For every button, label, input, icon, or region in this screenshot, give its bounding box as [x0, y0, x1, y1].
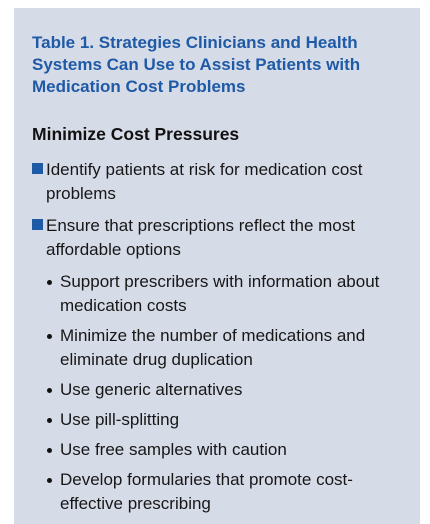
square-bullet-icon	[32, 163, 43, 174]
substrategy-item-text: Use pill-splitting	[60, 410, 180, 429]
dot-bullet-icon	[47, 478, 52, 483]
strategy-item-text: Identify patients at risk for medication cost problems	[46, 160, 363, 203]
strategy-item-text: Ensure that prescriptions reflect the most affordable options	[46, 216, 355, 259]
table-title: Table 1. Strategies Clinicians and Health Systems Can Use to Assist Patients with Medication Cost Problems	[32, 33, 361, 96]
dot-bullet-icon	[47, 334, 52, 339]
square-bullet-icon	[32, 219, 43, 230]
substrategy-item-pill-splitting	[14, 408, 400, 432]
strategy-list	[14, 158, 420, 522]
dot-bullet-icon	[47, 448, 52, 453]
dot-bullet-icon	[47, 418, 52, 423]
strategies-table-panel	[14, 8, 420, 524]
section-heading-minimize-cost-pressures: Minimize Cost Pressures	[32, 124, 240, 144]
substrategy-item-text: Use generic alternatives	[60, 380, 243, 399]
substrategy-item-text: Develop formularies that promote cost-effective prescribing	[60, 470, 353, 513]
strategy-item-affordable-prescriptions	[14, 214, 396, 262]
substrategy-item-text: Minimize the number of medications and eliminate drug duplication	[60, 326, 366, 369]
substrategy-item-formularies	[14, 468, 400, 516]
dot-bullet-icon	[47, 388, 52, 393]
substrategy-item-generic-alternatives	[14, 378, 400, 402]
substrategy-item-free-samples	[14, 438, 400, 462]
strategy-item-identify-patients	[14, 158, 396, 206]
substrategy-item-text: Use free samples with caution	[60, 440, 287, 459]
dot-bullet-icon	[47, 280, 52, 285]
substrategy-item-support-prescribers	[14, 270, 400, 318]
substrategy-item-text: Support prescribers with information about medication costs	[60, 272, 380, 315]
substrategy-item-minimize-medications	[14, 324, 400, 372]
